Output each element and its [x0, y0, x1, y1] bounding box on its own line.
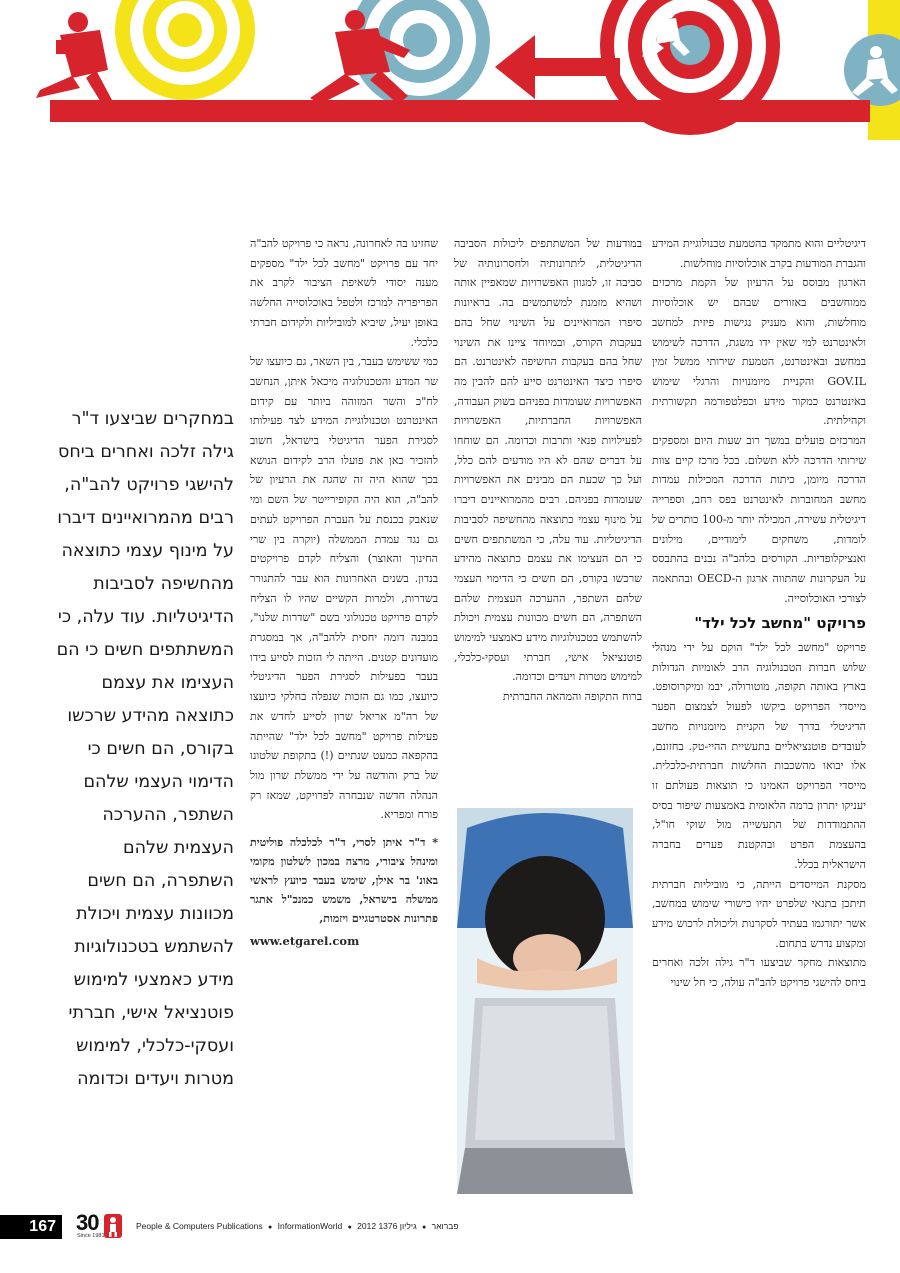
paragraph: פרויקט "מחשב לכל ילד" הוקם על ידי מנהלי שלוש חברות הטכנולוגיה הרב לאומיות הגדולות בארץ באותה תקופה, מוטורולה, יבמ ומיקרוסופט. מייסדי הפרויקט ביקשו לפעול לצמצום הפער הדיגיטלי בדרך של הקניית מיומנויות מחשב לעובדים פוטנציאליים בתעשיית ההיי-טק. בחזונם, אלו יבואו מהשכבות החלשות חברתית-כלכלית. מייסדי הפרויקט האמינו כי תוצאות פעולתם זו יעניקו יתרון ברמה הלאומית באמצעות שיפור בסיס ההתמודדות של התעשייה מול שוקי חו"ל, בהעצמת הפרט ובהקטנת פערים בחברה הישראלית בכלל. [652, 641, 866, 871]
author-bio: * ד"ר איתן לסרי, ד"ר לכלכלה פוליטית ומינהל ציבורי, מרצה במכון לשלטון מקומי באונ' בר אילן, שימש בעבר כיועץ לראשי ממשלה בישראל, משמש כמנכ"ל אתגר פתרונות אסטרטגיים ויזמות, [250, 836, 438, 926]
paragraph: במודעות של המשתתפים ליכולות הסביבה הדיגיטלית, ליתרונותיה ולחסרונותיה של סביבה זו, למגוון האפשרויות שמאפיין אותה ושהיא מזמנת למשתמשים בה. בראיונות סיפרו המרואיינים על השינוי שחל בהם בעקבות הקורס, ובמיוחד ציינו את השינוי שחל בהם בעקבות החשיפה לאינטרנט. הם סיפרו כיצד האינטרנט סייע להם להבין מה האפשרויות שעומדות בפניהם בשוק העבודה, האפשרויות החברתיות, האפשרויות לפעילויות פנאי ותרבות וכדומה. הם שוחחו על דברים שהם לא היו מודעים להם כלל, ועל כך שכעת הם מבינים את האפשרויות שעומדות בפניהם. רבים מהמרואיינים דיברו על מינוף עצמי כתוצאה מהחשיפה לסביבות הדיגיטליות. עוד עלה, כי המשתתפים חשים כי הם העצימו את עצמם כתוצאה מהידע שרכשו בקורס, הם חשים כי הדימוי העצמי שלהם השתפר, ההערכה העצמית שלהם השתפרה, הם חשים מכוונות עצמית ויכולת להשתמש בטכנולוגיות מידע כאמצעי למימוש פוטנציאל אישי, חברתי ועסקי-כלכלי, למימוש מטרות ויעדים וכדומה. [454, 237, 642, 684]
article-column-3 [250, 234, 438, 952]
child-laptop-photo [457, 808, 633, 1194]
banner-illustration [0, 0, 900, 140]
article-column-1 [652, 234, 866, 993]
author-website: www.etgarel.com [250, 934, 360, 949]
photo-illustration [457, 808, 633, 1194]
logo-number: 30 [76, 1210, 99, 1235]
publisher-name: People & Computers Publications [136, 1221, 263, 1231]
paragraph: מתוצאות מחקר שביצעו ד"ר גילה זלכה ואחרים ביחס להישגי פרויקט להב"ה עולה, כי חל שינוי [652, 956, 866, 990]
paragraph: ברוח התקופה והמהאה החברתית [502, 690, 642, 704]
paragraph: הארגון מבוסס על הרעיון של הקמת מרכזים ממוחשבים באזורים שבהם יש אוכלוסיות מוחלשות, והוא מעניק נגישות פיזית למחשב ולאינטרנט למי שאין ידו משגת, הדרכה לשימוש במחשב ובאינטרנט, הטמעת שירותי ממשל זמין GOV.IL והקניית מיומנויות והרגלי שימוש באינטרנט כמקור מידע וכפלטפורמה תקשורתית וקהילתית. [652, 276, 866, 428]
logo-since: Since 1981 [77, 1233, 105, 1239]
issue-date: 2012 פברואר [357, 1221, 459, 1231]
bullet-icon: ● [347, 1224, 352, 1231]
footer-credits [136, 1221, 459, 1231]
bullet-icon: ● [268, 1224, 273, 1231]
page-footer [0, 1212, 900, 1242]
paragraph: המרכזים פועלים במשך רוב שעות היום ומספקים שירותי הדרכה ללא תשלום. בכל מרכז קיים צוות הדרכה מיומן, כיתות הדרכה המכילות עמדות מחשב המחוברות לאינטרנט בפס רחב, וספרייה דיגיטלית עשירה, המכילה יותר מ-100 כותרים של לומדות, משחקים לימודיים, מילונים ואנציקלופדיות. הקורסים בלהב"ה נבנים בהתבסס על העקרונות שהתווה ארגון ה-OECD ובהתאמה לצורכי האוכלוסייה. [652, 434, 866, 605]
page-number: 167 [0, 1215, 62, 1239]
paragraph: דיגיטליים והוא מתמקד בהטמעת טכנולוגיית המידע והגברת המודעות בקרב אוכלוסיות מוחלשות. [652, 237, 866, 270]
article-column-2 [454, 234, 642, 707]
section-heading: פרויקט "מחשב לכל ילד" [694, 614, 866, 633]
bullet-icon: ● [422, 1224, 427, 1231]
pull-quote: במחקרים שביצעו ד"ר גילה זלכה ואחרים ביחס להישגי פרויקט להב"ה, רבים מהמרואיינים דיברו על מינוף עצמי כתוצאה מהחשיפה לסביבות הדיגיטליות. עוד עלה, כי המשתתפים חשים כי הם העצימו את עצמם כתוצאה מהידע שרכשו בקורס, הם חשים כי הדימוי העצמי שלהם השתפר, ההערכה העצמית שלהם השתפרה, הם חשים מכוונות עצמית ויכולת להשתמש בטכנולוגיות מידע כאמצעי למימוש פוטנציאל אישי, חברתי ועסקי-כלכלי, למימוש מטרות ויעדים וכדומה [56, 409, 234, 1089]
paragraph: כמי ששימש בעבר, בין השאר, גם כיועצו של שר המדע והטכנולוגיה מיכאל איתן, הנחשב לח"כ והשר המזוהה ביותר עם קידום האינטרנט וטכנולוגיית המידע לצד פעילותו לסגירת הפער הדיגיטלי בישראל, חשוב להזכיר כאן את פועלו הרב לקידום הנושא בכך שהוא היה זה שהגה את הרעיון של להב"ה, הוא היה הקופירייטר של השם ומי שנאבק בכנסת על העברת הפרויקט לעתים גם נגד עמדת הממשלה (יוקרה בין שרי החינוך והאוצר) והצליח לקדם פרויקטים בנדון. בשנים האחרונות הוא עבר להתגורר בשדרות, ולמרות הקשיים שהיו לו הצליח לקדם פרויקט טכנולוגי בשם "שדרות שלנו", במבנה דומה יחסית ללהב"ה, אך במסגרת מועדונים קטנים. הייתה לי הזכות לסייע בידו בעבר בפעילות לסגירת הפער הדיגיטלי כיועצו, כמו גם הזכות שנפלה בחלקי כיועצו של רה"מ אריאל שרון לסייע לחדש את פעילות פרויקט "מחשב לכל ילד" שהייתה בהקפאה כמעט שנתיים (!) בתקופת שלטונו של ברק והודשה על ידי ממשלת שרון מול הנהלה חדשה שנבחרה לפרויקט, שמאז רק פורח ומפריא. [250, 355, 438, 822]
header-banner [0, 0, 900, 140]
issue-number: גיליון 1376 [378, 1221, 417, 1231]
magazine-name: InformationWorld [277, 1221, 343, 1231]
anniversary-logo [76, 1212, 130, 1242]
paragraph: שחזינו בה לאחרונה, נראה כי פרויקט להב"ה יחד עם פרויקט "מחשב לכל ילד" מספקים מענה יסודי לשאיפת הציבור לקרב את הפריפריה למרכז ולטפל באוכלוסייה החלשה באופן יעיל, שיביא למוביליות ולקידום חברתי כלכלי. [250, 237, 438, 349]
person-logo-icon [104, 1214, 122, 1238]
paragraph: מסקנת המייסדים הייתה, כי מוביליות חברתית תיתכן בתנאי שלפרט יהיו כישורי שימוש במחשב, אשר יתורגמו בעתיד לסקרנות וליכולת לרכוש מידע ומקצוע נדרש בתחום. [652, 877, 866, 950]
